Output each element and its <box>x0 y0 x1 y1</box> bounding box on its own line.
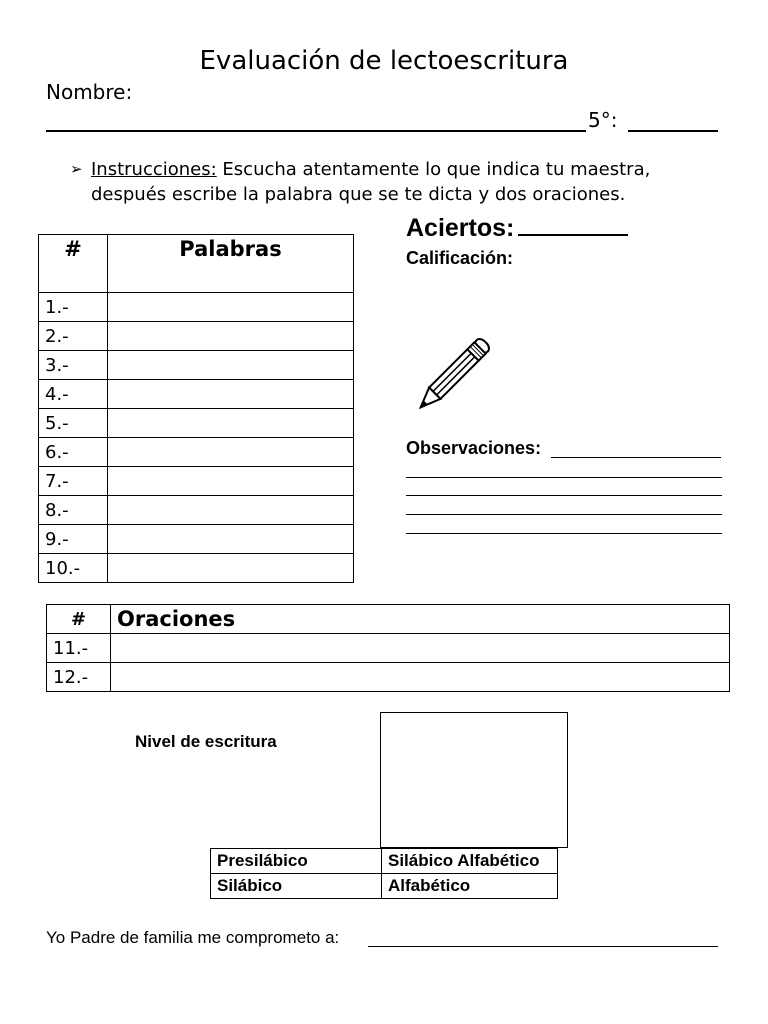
words-table-header <box>39 235 354 293</box>
table-row <box>39 322 354 351</box>
observaciones-line[interactable] <box>406 533 722 535</box>
observaciones-line[interactable] <box>406 514 722 516</box>
row-number: 5.- <box>39 409 108 438</box>
instructions-label: Instrucciones: <box>91 159 217 180</box>
observaciones-label: Observaciones: <box>406 438 542 458</box>
parent-commitment-line[interactable] <box>368 930 718 947</box>
aciertos-field-line[interactable] <box>518 210 628 236</box>
level-option-alfabetico[interactable]: Alfabético <box>382 874 558 899</box>
row-number: 11.- <box>47 634 111 663</box>
grade-field-line[interactable] <box>628 108 718 132</box>
words-col-words: Palabras <box>108 235 354 293</box>
word-cell[interactable] <box>108 438 354 467</box>
table-row <box>211 849 558 874</box>
word-cell[interactable] <box>108 525 354 554</box>
page-title: Evaluación de lectoescritura <box>199 46 569 76</box>
pencil-icon <box>410 322 502 422</box>
observaciones-line[interactable] <box>406 477 722 479</box>
level-option-silabico[interactable]: Silábico <box>211 874 382 899</box>
instructions-text <box>91 157 730 207</box>
table-row <box>39 409 354 438</box>
instructions <box>70 157 730 207</box>
table-row <box>47 634 730 663</box>
sentence-cell[interactable] <box>111 634 730 663</box>
word-cell[interactable] <box>108 351 354 380</box>
sentences-table <box>46 604 730 692</box>
aciertos-text: Aciertos: <box>406 214 515 242</box>
row-number: 6.- <box>39 438 108 467</box>
name-label: Nombre: <box>46 80 133 104</box>
word-cell[interactable] <box>108 380 354 409</box>
row-number: 10.- <box>39 554 108 583</box>
row-number: 4.- <box>39 380 108 409</box>
sentences-col-sentences: Oraciones <box>111 605 730 634</box>
row-number: 3.- <box>39 351 108 380</box>
table-row <box>39 438 354 467</box>
table-row <box>39 293 354 322</box>
table-row <box>47 663 730 692</box>
table-row <box>39 380 354 409</box>
observaciones-line[interactable] <box>406 495 722 497</box>
sentences-table-header <box>47 605 730 634</box>
aciertos-label <box>406 210 628 243</box>
table-row <box>39 525 354 554</box>
word-cell[interactable] <box>108 322 354 351</box>
level-option-silabico-alfabetico[interactable]: Silábico Alfabético <box>382 849 558 874</box>
sentence-cell[interactable] <box>111 663 730 692</box>
table-row <box>211 874 558 899</box>
parent-commitment-label: Yo Padre de familia me comprometo a: <box>46 928 340 947</box>
table-row <box>39 467 354 496</box>
row-number: 12.- <box>47 663 111 692</box>
word-cell[interactable] <box>108 467 354 496</box>
name-field-line[interactable] <box>46 108 586 132</box>
words-col-number: # <box>39 235 108 293</box>
row-number: 1.- <box>39 293 108 322</box>
sentences-col-number: # <box>47 605 111 634</box>
observaciones-line[interactable] <box>551 440 721 458</box>
row-number: 9.- <box>39 525 108 554</box>
words-table <box>38 234 354 583</box>
word-cell[interactable] <box>108 496 354 525</box>
grade-label: 5°: <box>588 108 618 132</box>
word-cell[interactable] <box>108 293 354 322</box>
word-cell[interactable] <box>108 554 354 583</box>
calificacion-label: Calificación: <box>406 248 514 268</box>
row-number: 7.- <box>39 467 108 496</box>
arrow-bullet-icon: ➢ <box>70 160 83 178</box>
writing-level-table <box>210 848 558 899</box>
writing-level-box[interactable] <box>380 712 568 848</box>
writing-level-label: Nivel de escritura <box>135 732 277 751</box>
word-cell[interactable] <box>108 409 354 438</box>
instructions-body: Escucha atentamente lo que indica tu maestra, después escribe la palabra que se te dicta y dos oraciones. <box>91 159 651 205</box>
table-row <box>39 554 354 583</box>
row-number: 2.- <box>39 322 108 351</box>
table-row <box>39 496 354 525</box>
table-row <box>39 351 354 380</box>
row-number: 8.- <box>39 496 108 525</box>
level-option-presilabico[interactable]: Presilábico <box>211 849 382 874</box>
